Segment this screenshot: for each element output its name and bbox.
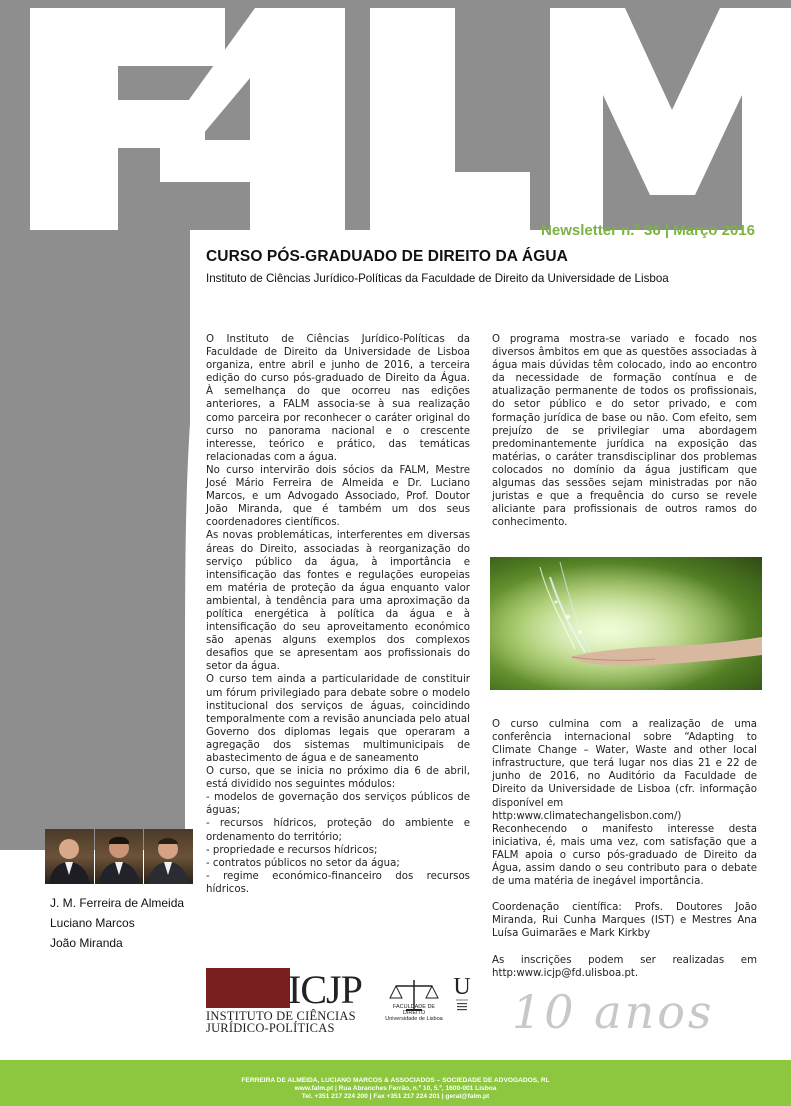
conference-link[interactable]: http:www.climatechangelisbon.com/) [492,810,682,822]
paragraph: O curso tem ainda a particularidade de constituir um fórum privilegiado para debate sobre o modelo institucional dos serviços de águas, coincidindo temporalmente com a revisão anunciada pelo atual Governo dos diplomas legais que operaram a agregação dos sistemas multimunicipais de abastecimento de água e de saneamento [206,674,470,764]
author-name: J. M. Ferreira de Almeida [50,896,185,910]
article-subtitle: Instituto de Ciências Jurídico-Políticas da Faculdade de Direito da Universidade de Lisboa [206,272,669,285]
list-item: - regime económico-financeiro dos recursos hídricos. [206,870,470,895]
falm-logo [0,0,791,230]
author-name: Luciano Marcos [50,916,135,930]
list-item: - modelos de governação dos serviços públicos de águas; [206,792,470,817]
svg-text:U: U [453,974,471,1000]
right-column-bottom [492,718,757,980]
left-column [206,333,470,896]
footer-company: FERREIRA DE ALMEIDA, LUCIANO MARCOS & ASSOCIADOS – SOCIEDADE DE ADVOGADOS, RL [241,1077,550,1084]
registration-paragraph: As inscrições podem ser realizadas em http:www.icjp@fd.ulisboa.pt. [492,954,757,979]
list-item: - propriedade e recursos hídricos; [206,844,378,856]
water-hand-photo [490,557,762,690]
avatar [144,829,193,884]
paragraph: O Instituto de Ciências Jurídico-Políticas da Faculdade de Direito da Universidade de Lisboa organiza, entre abril e junho de 2016, a terceira edição do curso pós-graduado de Direito da Água. À semelhança do que ocorreu nas edições anteriores, a FALM associa-se à sua realização como parceira por reconhecer o caráter original do curso no panorama nacional e o crescente interesse, teórico e prático, das temáticas relacionadas com a água. [206,334,470,463]
avatar [45,829,94,884]
water-hand-illustration [490,557,762,690]
author-names [50,893,184,953]
author-name: João Miranda [50,936,123,950]
ulisboa-logo [452,972,472,1024]
fd-logo-text: FACULDADE DE DIREITO Universidade de Lisboa [385,1004,443,1022]
list-item: - recursos hídricos, proteção do ambiente e ordenamento do território; [206,818,470,843]
anniversary-watermark: 10 anos [512,985,715,1039]
paragraph: No curso intervirão dois sócios da FALM, Mestre José Mário Ferreira de Almeida e Dr. Luciano Marcos, e um Advogado Associado, Prof. Doutor João Miranda, que é também um dos seus coordenadores científicos. [206,464,470,529]
partner-logos [206,968,476,1034]
author-portraits [45,829,193,884]
paragraph: O programa mostra-se variado e focado nos diversos âmbitos em que as questões associadas à água mais dúvidas têm colocado, indo ao encontro da necessidade de formação contínua e de atualização permanente de todos os profissionais, do setor público e do setor privado, e com formação jurídica de base ou não. Com efeito, sem prejuízo de se privilegiar uma abordagem predominantemente jurídica na exposição das matérias, o caráter transdisciplinar dos problemas colocados no domínio da água justificam que algumas das sessões sejam ministradas por não juristas e que a frequência do curso se revele aliciante para profissionais de outros ramos do conhecimento. [492,334,757,529]
article-title: CURSO PÓS-GRADUADO DE DIREITO DA ÁGUA [206,248,568,265]
paragraph: Coordenação científica: Profs. Doutores João Miranda, Rui Cunha Marques (IST) e Mestres Ana Luísa Guimarães e Mark Kirkby [492,902,757,940]
footer-contacts[interactable]: Tel. +351 217 224 200 | Fax +351 217 224 201 | geral@falm.pt [301,1093,490,1100]
icjp-logo-block [206,968,290,1008]
right-column-top [492,333,757,529]
icjp-logo-text: ICJP [288,967,362,1012]
avatar [95,829,144,884]
paragraph: Reconhecendo o manifesto interesse desta iniciativa, é, mais uma vez, com satisfação que a FALM apoia o curso pós-graduado de Direito da Água, assim dando o seu contributo para o debate de uma matéria de inegável importância. [492,823,757,888]
list-item: - contratos públicos no setor da água; [206,857,400,869]
masthead [0,0,791,230]
paragraph: As novas problemáticas, interferentes em diversas áreas do Direito, associadas à reorganização do serviço público da água, à importância e intensificação das fontes e regulações europeias em matéria de proteção da água enquanto valor ambiental, à tendência para uma aproximação da política energética à política da água e à intensificação do seu aproveitamento económico são apenas alguns exemplos dos complexos desafios que se apresentam aos profissionais do setor da água. [206,530,470,673]
icjp-logo-subtitle: INSTITUTO DE CIÊNCIAS JURÍDICO-POLÍTICAS [206,1009,356,1035]
newsletter-label: Newsletter n.º 36 | Março 2016 [541,222,755,239]
footer-address[interactable]: www.falm.pt | Rua Abranches Ferrão, n.º 10, 5.º, 1600-001 Lisboa [294,1085,497,1092]
paragraph: O curso culmina com a realização de uma conferência internacional sobre “Adapting to Climate Change – Water, Waste and other local infrastructure, que terá lugar nos dias 21 e 22 de junho de 2016, no Auditório da Faculdade de Direito da Universidade de Lisboa (cfr. informação disponível em [492,719,757,809]
footer [0,1060,791,1106]
paragraph: O curso, que se inicia no próximo dia 6 de abril, está dividido nos seguintes módulos: [206,766,470,791]
